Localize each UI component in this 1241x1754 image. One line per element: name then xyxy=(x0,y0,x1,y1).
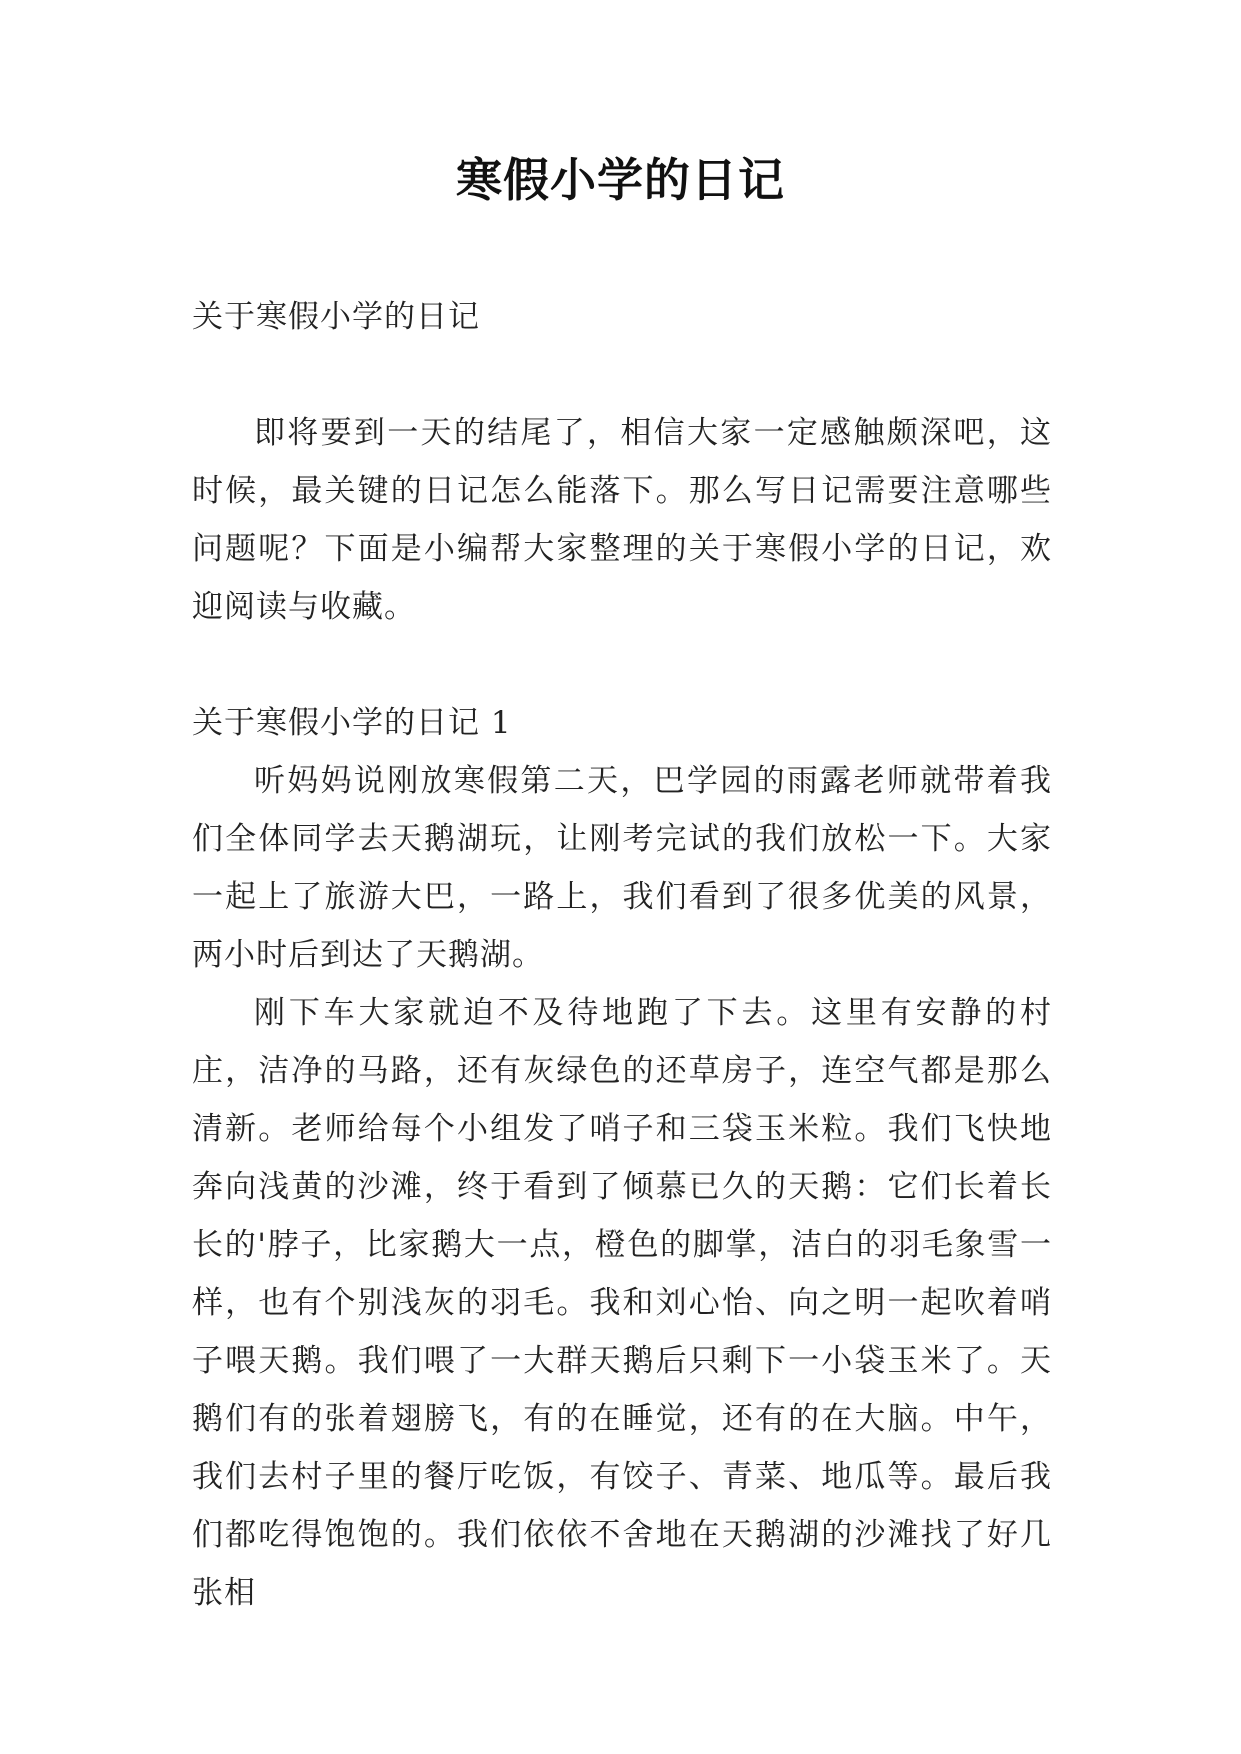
section-heading: 关于寒假小学的日记 1 xyxy=(192,705,512,741)
document-body xyxy=(192,288,1052,1622)
body-paragraph: 刚下车大家就迫不及待地跑了下去。这里有安静的村庄，洁净的马路，还有灰绿色的还草房子，连空气都是那么清新。老师给每个小组发了哨子和三袋玉米粒。我们飞快地奔向浅黄的沙滩，终于看到了倾慕已久的天鹅：它们长着长长的'脖子，比家鹅大一点，橙色的脚掌，洁白的羽毛象雪一样，也有个别浅灰的羽毛。我和刘心怡、向之明一起吹着哨子喂天鹅。我们喂了一大群天鹅后只剩下一小袋玉米了。天鹅们有的张着翅膀飞，有的在睡觉，还有的在大脑。中午，我们去村子里的餐厅吃饭，有饺子、青菜、地瓜等。最后我们都吃得饱饱的。我们依依不舍地在天鹅湖的沙滩找了好几张相 xyxy=(192,995,1052,1611)
intro-paragraph: 即将要到一天的结尾了，相信大家一定感触颇深吧，这时候，最关键的日记怎么能落下。那么写日记需要注意哪些问题呢？下面是小编帮大家整理的关于寒假小学的日记，欢迎阅读与收藏。 xyxy=(192,415,1052,625)
document-subtitle: 关于寒假小学的日记 xyxy=(192,299,480,335)
body-paragraph: 听妈妈说刚放寒假第二天，巴学园的雨露老师就带着我们全体同学去天鹅湖玩，让刚考完试的我们放松一下。大家一起上了旅游大巴，一路上，我们看到了很多优美的风景，两小时后到达了天鹅湖。 xyxy=(192,763,1052,973)
document-title: 寒假小学的日记 xyxy=(456,153,785,207)
